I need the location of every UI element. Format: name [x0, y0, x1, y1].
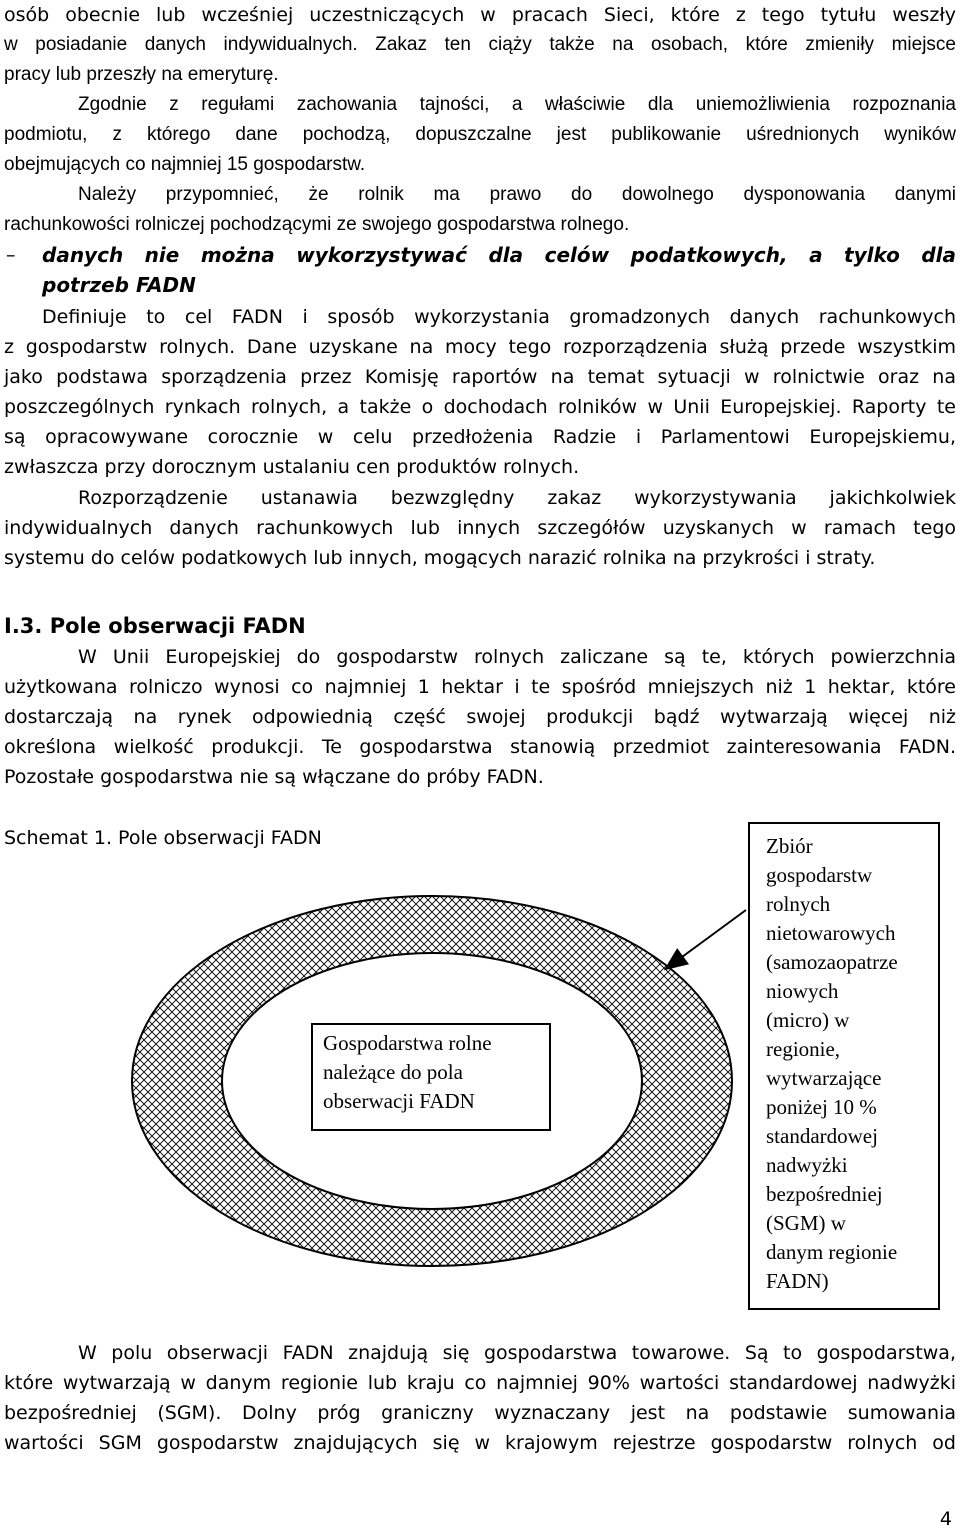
para4-line3: jako podstawa sporządzenia przez Komisję raportów na temat sytuacji w rolnictwie oraz na — [4, 366, 956, 388]
side-label-line: nadwyżki — [766, 1153, 848, 1177]
para7-line3: bezpośredniej (SGM). Dolny próg graniczny wyznaczany jest na podstawie sumowania — [4, 1402, 956, 1424]
section-title: Pole obserwacji FADN — [49, 614, 306, 638]
para6-line2: użytkowana rolniczo wynosi co najmniej 1 hektar i te spośród mniejszych niż 1 hektar, które — [4, 676, 956, 698]
para5-line1: Rozporządzenie ustanawia bezwzględny zakaz wykorzystywania jakichkolwiek — [78, 487, 956, 509]
schema-caption: Schemat 1. Pole obserwacji FADN — [4, 827, 322, 849]
side-label-line: (samozaopatrze — [766, 950, 898, 974]
side-label-line: (micro) w — [766, 1008, 850, 1032]
side-label-line: poniżej 10 % — [766, 1095, 877, 1119]
page-number: 4 — [939, 1508, 952, 1530]
para6-line5: Pozostałe gospodarstwa nie są włączane do próby FADN. — [4, 766, 544, 788]
para7-line1: W polu obserwacji FADN znajdują się gospodarstwa towarowe. Są to gospodarstwa, — [78, 1342, 956, 1364]
side-label-line: niowych — [766, 979, 839, 1003]
para2-line2: podmiotu, z którego dane pochodzą, dopuszczalne jest publikowanie uśrednionych wyników — [4, 124, 956, 145]
para4-line4: poszczególnych rynkach rolnych, a także o dochodach rolników w Unii Europejskiej. Raporty te — [4, 396, 956, 418]
para7-line2: które wytwarzają w danym regionie lub kraju co najmniej 90% wartości standardowej nadwyżki — [4, 1372, 956, 1394]
para1-line1: osób obecnie lub wcześniej uczestniczących w pracach Sieci, które z tego tytułu weszły — [4, 4, 956, 26]
side-label-line: FADN) — [766, 1269, 829, 1293]
side-label-box — [748, 822, 940, 1310]
para6-line1: W Unii Europejskiej do gospodarstw rolnych zaliczane są te, których powierzchnia — [78, 646, 956, 668]
para6-line4: określona wielkość produkcji. Te gospodarstwa stanowią przedmiot zainteresowania FADN. — [4, 736, 956, 758]
side-label-line: gospodarstw — [766, 863, 873, 887]
para4-line6: zwłaszcza przy dorocznym ustalaniu cen produktów rolnych. — [4, 456, 580, 478]
para7-line4: wartości SGM gospodarstw znajdujących się w krajowym rejestrze gospodarstw rolnych od — [4, 1432, 956, 1454]
bullet-dash: – — [6, 244, 16, 266]
para4-line2: z gospodarstw rolnych. Dane uzyskane na mocy tego rozporządzenia służą przede wszystkim — [4, 336, 956, 358]
side-label-line: wytwarzające — [766, 1066, 882, 1090]
side-label-line: regionie, — [766, 1037, 841, 1061]
para1-line2: w posiadanie danych indywidualnych. Zakaz ten ciąży także na osobach, które zmieniły miejsce — [4, 34, 956, 55]
para2-line3: obejmujących co najmniej 15 gospodarstw. — [4, 154, 366, 175]
para5-line3: systemu do celów podatkowych lub innych, mogących narazić rolnika na przykrości i straty. — [4, 547, 876, 569]
para1-line3: pracy lub przeszły na emeryturę. — [4, 64, 279, 85]
inner-label-line2: należące do pola — [323, 1060, 463, 1084]
arrow-to-ring — [667, 910, 746, 968]
bullet-line2: potrzeb FADN — [42, 273, 196, 297]
para3-line2: rachunkowości rolniczej pochodzącymi ze swojego gospodarstwa rolnego. — [4, 214, 630, 235]
para4-line1: Definiuje to cel FADN i sposób wykorzystania gromadzonych danych rachunkowych — [42, 306, 956, 328]
side-label-line: (SGM) w — [766, 1211, 846, 1235]
para3-line1: Należy przypomnieć, że rolnik ma prawo do dowolnego dysponowania danymi — [78, 184, 956, 205]
section-number: I.3. — [4, 614, 43, 638]
inner-label-line3: obserwacji FADN — [323, 1089, 475, 1113]
side-label-line: rolnych — [766, 892, 831, 916]
side-label-line: bezpośredniej — [766, 1182, 883, 1206]
inner-label-line1: Gospodarstwa rolne — [323, 1031, 492, 1055]
inner-label-box — [311, 1023, 551, 1131]
side-label-line: standardowej — [766, 1124, 878, 1148]
bullet-line1: danych nie można wykorzystywać dla celów podatkowych, a tylko dla — [42, 243, 956, 267]
para5-line2: indywidualnych danych rachunkowych lub innych szczegółów uzyskanych w ramach tego — [4, 517, 956, 539]
side-label-line: nietowarowych — [766, 921, 896, 945]
para6-line3: dostarczają na rynek odpowiednią część swojej produkcji bądź wytwarzają więcej niż — [4, 706, 956, 728]
side-label-line: danym regionie — [766, 1240, 898, 1264]
para4-line5: są opracowywane corocznie w celu przedłożenia Radzie i Parlamentowi Europejskiemu, — [4, 426, 956, 448]
para2-line1: Zgodnie z regułami zachowania tajności, a właściwie dla uniemożliwienia rozpoznania — [78, 94, 956, 115]
side-label-line: Zbiór — [766, 834, 813, 858]
